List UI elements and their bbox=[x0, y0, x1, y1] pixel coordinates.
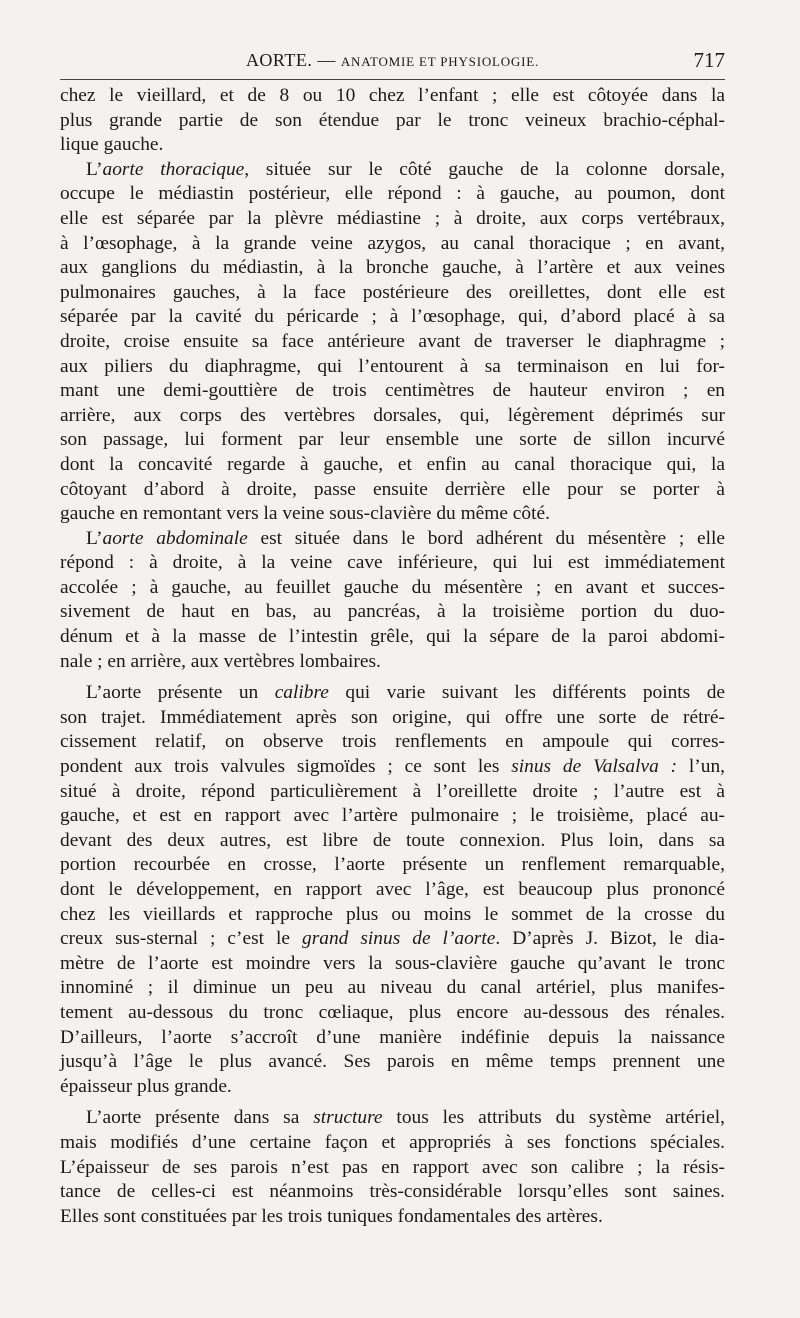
italic-term: grand sinus de l’aorte bbox=[302, 928, 496, 950]
text-line: elle est séparée par la plèvre médiastine ; à droite, aux corps vertébraux, bbox=[60, 207, 725, 229]
paragraph-aorte-thoracique bbox=[60, 158, 725, 527]
text-line: occupe le médiastin postérieur, elle répond : à gauche, au poumon, dont bbox=[60, 183, 725, 205]
text-line bbox=[60, 755, 725, 780]
paragraph-aorte-abdominale bbox=[60, 527, 725, 675]
text-line: tance de celles-ci est néanmoins très-considérable lorsqu’elles sont saines. bbox=[60, 1181, 725, 1203]
paragraph-gap bbox=[60, 674, 725, 681]
text-line: nale ; en arrière, aux vertèbres lombaires. bbox=[60, 650, 381, 672]
running-title-dash: — bbox=[317, 50, 336, 70]
text-line: chez les vieillards et rapproche plus ou moins le sommet de la crosse du bbox=[60, 903, 725, 925]
text-run: tous les attributs du système artériel, bbox=[382, 1107, 725, 1129]
text-line bbox=[60, 158, 725, 183]
text-line: Elles sont constituées par les trois tuniques fondamentales des artères. bbox=[60, 1205, 603, 1227]
text-run: . D’après J. Bizot, le dia- bbox=[495, 928, 725, 950]
text-line bbox=[60, 1106, 725, 1131]
text-run: L’ bbox=[86, 527, 103, 549]
text-line: D’ailleurs, l’aorte s’accroît d’une manière indéfinie depuis la naissance bbox=[60, 1026, 725, 1048]
text-line: jusqu’à l’âge le plus avancé. Ses parois en même temps prennent une bbox=[60, 1051, 725, 1073]
text-run: , située sur le côté gauche de la colonne dorsale, bbox=[244, 158, 725, 180]
text-line: son passage, lui forment par leur ensemble une sorte de sillon incurvé bbox=[60, 429, 725, 451]
paragraph-structure bbox=[60, 1106, 725, 1229]
text-line: épaisseur plus grande. bbox=[60, 1075, 232, 1097]
text-run: L’aorte présente un bbox=[86, 682, 275, 704]
text-line: innominé ; il diminue un peu au niveau du canal artériel, plus manifes- bbox=[60, 977, 725, 999]
text-line: mètre de l’aorte est moindre vers la sous-clavière gauche qu’avant le tronc bbox=[60, 952, 725, 974]
text-line: tement au-dessous du tronc cœliaque, plus encore au-dessous des rénales. bbox=[60, 1001, 725, 1023]
text-line: mant une demi-gouttière de trois centimètres de hauteur environ ; en bbox=[60, 380, 725, 402]
italic-term: calibre bbox=[274, 682, 329, 704]
page-number: 717 bbox=[693, 48, 725, 72]
text-line: chez le vieillard, et de 8 ou 10 chez l’enfant ; elle est côtoyée dans la bbox=[60, 85, 725, 106]
text-run: L’ bbox=[86, 158, 103, 180]
text-run: est située dans le bord adhérent du mésentère ; elle bbox=[247, 527, 725, 549]
text-line: son trajet. Immédiatement après son origine, qui offre une sorte de rétré- bbox=[60, 706, 725, 728]
text-run: L’aorte présente dans sa bbox=[86, 1107, 314, 1129]
text-line: à l’œsophage, à la grande veine azygos, au canal thoracique ; en avant, bbox=[60, 232, 725, 254]
text-line: accolée ; à gauche, au feuillet gauche du mésentère ; en avant et succes- bbox=[60, 576, 725, 598]
text-line: arrière, aux corps des vertèbres dorsales, qui, légèrement déprimés sur bbox=[60, 404, 725, 426]
italic-term: sinus de Valsalva : bbox=[511, 756, 678, 778]
text-line: gauche, et est en rapport avec l’artère pulmonaire ; le troisième, placé au- bbox=[60, 805, 725, 827]
text-run: creux sus-sternal ; c’est le bbox=[60, 928, 303, 950]
italic-term: aorte abdominale bbox=[102, 527, 248, 549]
paragraph-calibre bbox=[60, 681, 725, 1099]
text-line: portion recourbée en crosse, l’aorte présente un renflement remarquable, bbox=[60, 854, 725, 876]
text-run: l’un, bbox=[677, 756, 725, 778]
text-line bbox=[60, 527, 725, 552]
text-run: qui varie suivant les différents points de bbox=[328, 682, 726, 704]
text-line: plus grande partie de son étendue par le tronc veineux brachio-céphal- bbox=[60, 109, 725, 131]
paragraph-1 bbox=[60, 84, 725, 158]
text-line: côtoyant d’abord à droite, passe ensuite derrière elle pour se porter à bbox=[60, 478, 725, 500]
text-line bbox=[60, 681, 725, 706]
text-line: aux ganglions du médiastin, à la bronche gauche, à l’artère et aux veines bbox=[60, 257, 725, 279]
text-line: sivement de haut en bas, au pancréas, à la troisième portion du duo- bbox=[60, 601, 725, 623]
text-line: L’épaisseur de ses parois n’est pas en rapport avec son calibre ; la résis- bbox=[60, 1156, 725, 1178]
text-line: pulmonaires gauches, à la face postérieure des oreillettes, dont elle est bbox=[60, 281, 725, 303]
text-line: lique gauche. bbox=[60, 134, 164, 156]
text-run: pondent aux trois valvules sigmoïdes ; ce sont les bbox=[60, 756, 512, 778]
text-line: devant des deux autres, est libre de toute connexion. Plus loin, dans sa bbox=[60, 829, 725, 851]
italic-term: structure bbox=[313, 1107, 383, 1129]
header-rule bbox=[60, 79, 725, 80]
text-line bbox=[60, 927, 725, 952]
body-text bbox=[60, 84, 725, 1229]
text-line: séparée par la cavité du péricarde ; à l’œsophage, qui, d’abord placé à sa bbox=[60, 306, 725, 328]
running-title bbox=[60, 50, 725, 71]
italic-term: aorte thoracique bbox=[102, 158, 245, 180]
text-line: dont le développement, en rapport avec l’âge, est beaucoup plus prononcé bbox=[60, 879, 725, 900]
text-line: situé à droite, répond particulièrement à l’oreillette droite ; l’autre est à bbox=[60, 780, 725, 802]
running-title-main: AORTE. bbox=[245, 50, 313, 70]
running-header bbox=[60, 48, 725, 76]
text-line: répond : à droite, à la veine cave inférieure, qui lui est immédiatement bbox=[60, 552, 725, 574]
paragraph-gap bbox=[60, 1099, 725, 1106]
text-line: mais modifiés d’une certaine façon et appropriés à ses fonctions spéciales. bbox=[60, 1131, 725, 1153]
text-line: droite, croise ensuite sa face antérieure avant de traverser le diaphragme ; bbox=[60, 330, 725, 352]
text-line: dont la concavité regarde à gauche, et enfin au canal thoracique qui, la bbox=[60, 453, 725, 475]
text-line: aux piliers du diaphragme, qui l’entourent à sa terminaison en lui for- bbox=[60, 355, 725, 377]
running-title-sub: ANATOMIE ET PHYSIOLOGIE. bbox=[340, 54, 540, 69]
text-line: dénum et à la masse de l’intestin grêle, qui la sépare de la paroi abdomi- bbox=[60, 626, 725, 648]
text-line: gauche en remontant vers la veine sous-clavière du même côté. bbox=[60, 503, 550, 525]
text-line: cissement relatif, on observe trois renflements en ampoule qui corres- bbox=[60, 731, 725, 753]
